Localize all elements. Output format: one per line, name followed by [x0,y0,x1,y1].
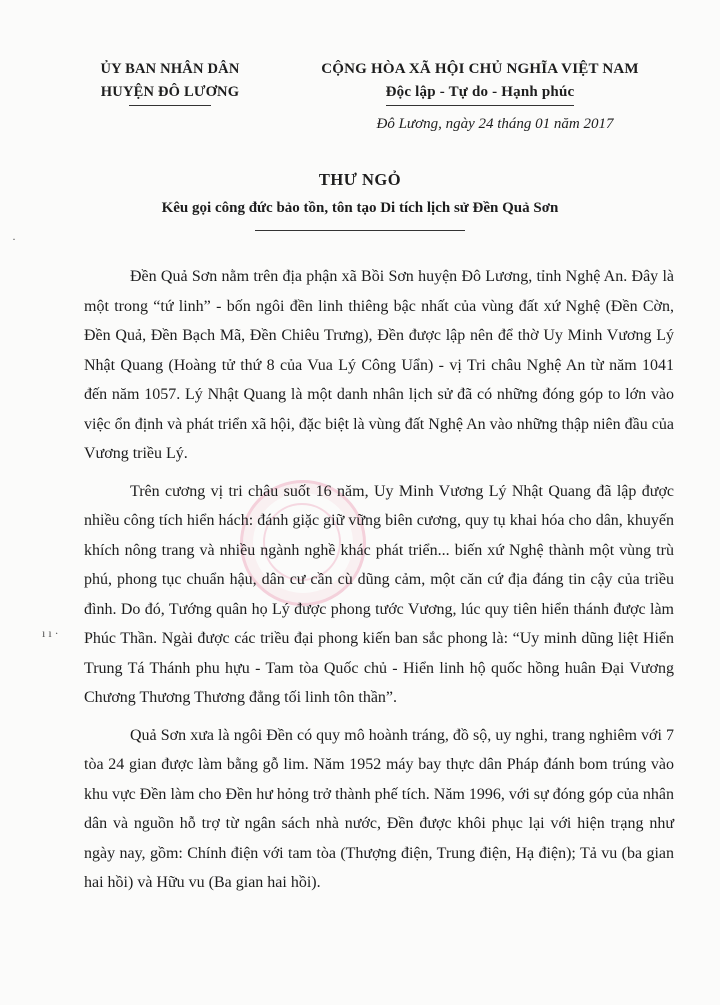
body-paragraph-2: Trên cương vị tri châu suốt 16 năm, Uy Minh Vương Lý Nhật Quang đã lập được nhiều công tích hiển hách: đánh giặc giữ vững biên cương, quy tụ khai hóa cho dân, khuyến khích nông trang và nhiều ngành nghề khác phát triển... biến xứ Nghệ thành một vùng trù phú, phong tục chuẩn hậu, dân cư cần cù dũng cảm, một căn cứ địa đáng tin cậy của triều đình. Do đó, Tướng quân họ Lý được phong tước Vương, lúc quy tiên hiển thánh được làm Phúc Thần. Ngài được các triều đại phong kiến ban sắc phong là: “Uy minh dũng liệt Hiển Trung Tá Thánh phu hựu - Tam tòa Quốc chủ - Hiển linh hộ quốc hồng huân Đại Vương Chương Thương Thương đẳng tối linh tôn thần”. [84,482,674,706]
document-subtitle: Kêu gọi công đức bảo tồn, tôn tạo Di tích lịch sử Đền Quả Sơn [161,200,559,216]
national-heading [285,58,675,106]
letter-body [84,262,674,906]
subtitle-rule [255,230,465,231]
body-paragraph-1: Đền Quả Sơn nằm trên địa phận xã Bồi Sơn huyện Đô Lương, tỉnh Nghệ An. Đây là một trong “tứ linh” - bốn ngôi đền linh thiêng bậc nhất của vùng đất xứ Nghệ (Đền Cờn, Đền Quả, Đền Bạch Mã, Đền Chiêu Trưng), Đền được lập nên để thờ Uy Minh Vương Lý Nhật Quang (Hoàng tử thứ 8 của Vua Lý Công Uẩn) - vị Tri châu Nghệ An từ năm 1041 đến năm 1057. Lý Nhật Quang là một danh nhân lịch sử đã có những đóng góp to lớn vào việc ổn định và phát triển xã hội, đặc biệt là vùng đất Nghệ An vào những thập niên đầu của Vương triều Lý. [84,268,674,462]
place-date: Đô Lương, ngày 24 tháng 01 năm 2017 [376,116,614,132]
margin-scan-dot: · [12,232,16,246]
document-title: THƯ NGỎ [318,170,402,189]
authority-underline [129,105,211,106]
issuing-authority [60,58,280,106]
margin-scan-mark: ı ı · [42,626,59,640]
authority-line-2: HUYỆN ĐÔ LƯƠNG [100,84,240,100]
body-paragraph-3: Quả Sơn xưa là ngôi Đền có quy mô hoành tráng, đồ sộ, uy nghi, trang nghiêm với 7 tòa 24 gian được làm bằng gỗ lim. Năm 1952 máy bay thực dân Pháp đánh bom trúng vào khu vực Đền làm cho Đền hư hỏng trở thành phế tích. Năm 1996, với sự đóng góp của nhân dân và nguồn hỗ trợ từ ngân sách nhà nước, Đền được khôi phục lại với hiện trạng như ngày nay, gồm: Chính điện với tam tòa (Thượng điện, Trung điện, Hạ điện); Tả vu (ba gian hai hồi) và Hữu vu (Ba gian hai hồi). [84,726,674,891]
national-motto: Độc lập - Tự do - Hạnh phúc [386,81,575,106]
authority-line-1: ỦY BAN NHÂN DÂN [100,61,240,77]
national-name: CỘNG HÒA XÃ HỘI CHỦ NGHĨA VIỆT NAM [321,61,639,77]
